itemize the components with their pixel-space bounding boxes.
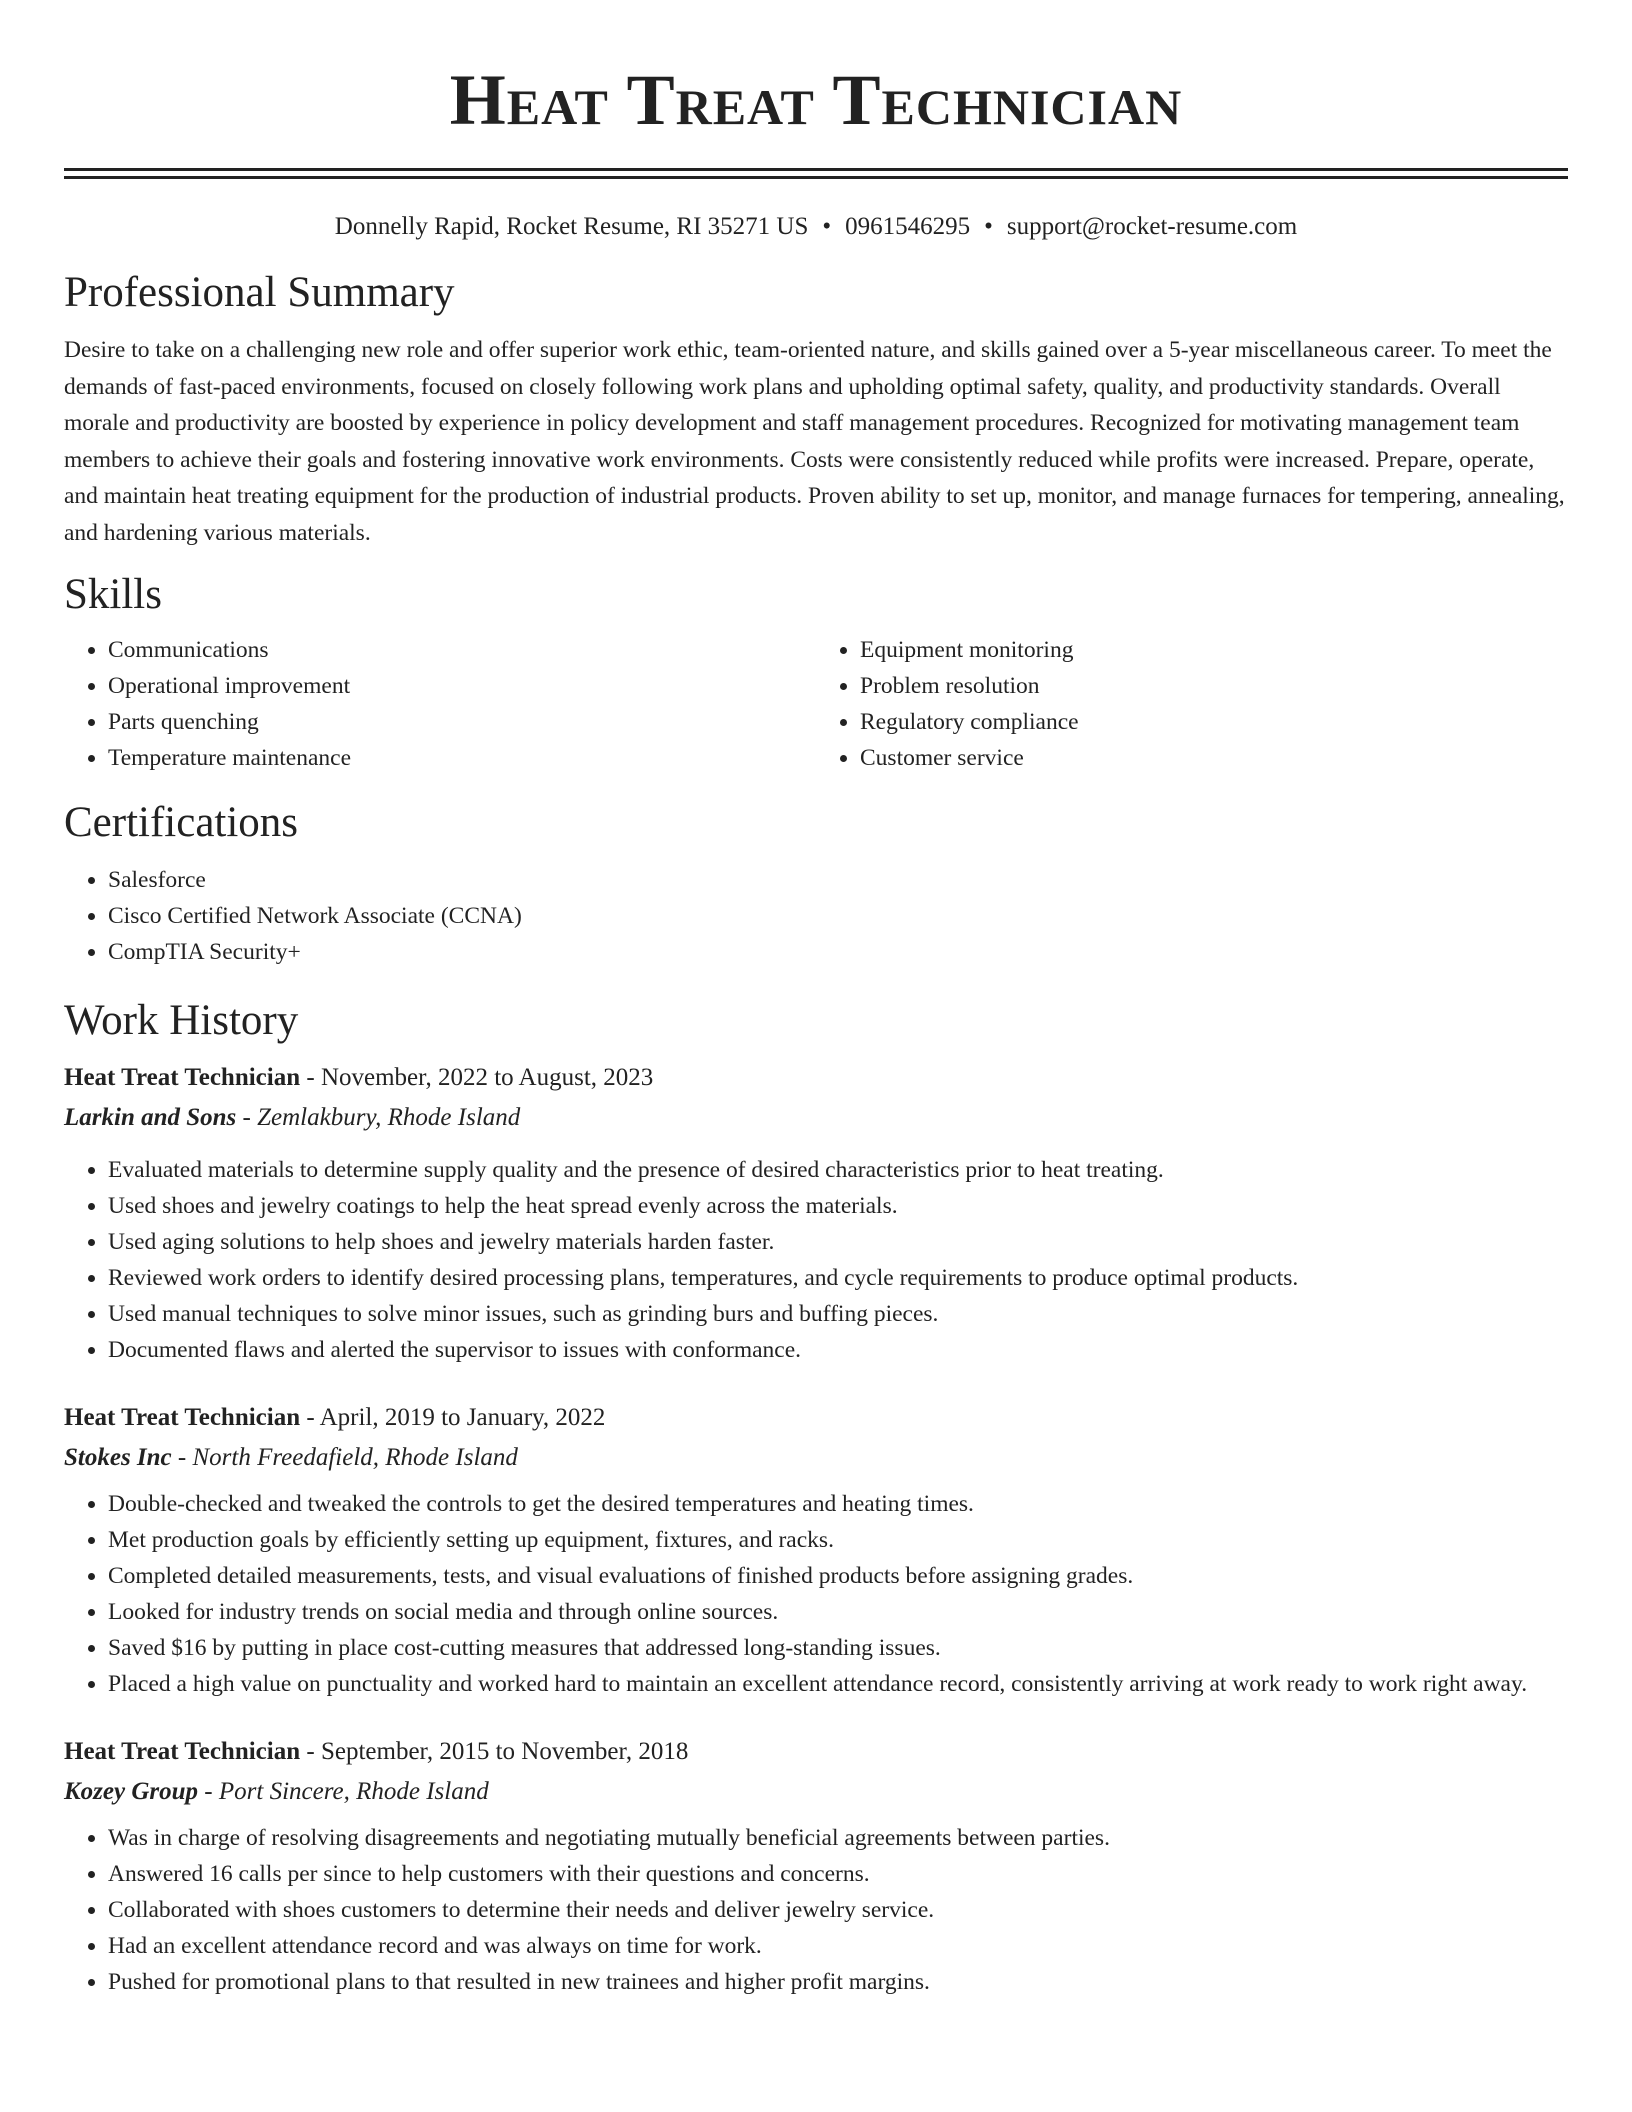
skills-list-left: [64, 632, 816, 776]
job-company: Stokes Inc: [64, 1443, 172, 1471]
job-bullet: • Completed detailed measurements, tests, and visual evaluations of finished products before assigning grades.: [108, 1558, 1568, 1594]
job-title-line: [64, 1398, 1568, 1438]
skill-item: • Equipment monitoring: [860, 632, 1568, 668]
page-title: Heat Treat Technician: [449, 60, 1183, 140]
job-company-line: [64, 1098, 1568, 1138]
job-bullet: • Had an excellent attendance record and was always on time for work.: [108, 1928, 1568, 1964]
title-rule-top: [64, 168, 1568, 171]
job-bullets: [64, 1486, 1568, 1702]
job-bullet: • Placed a high value on punctuality and worked hard to maintain an excellent attendance record, consistently arriving at work ready to work right away.: [108, 1666, 1568, 1702]
job-title: Heat Treat Technician: [64, 1403, 301, 1431]
job-title: Heat Treat Technician: [64, 1063, 301, 1091]
job-company: Kozey Group: [64, 1777, 199, 1805]
certification-item: • Cisco Certified Network Associate (CCNA): [108, 898, 1568, 934]
job-bullet: • Looked for industry trends on social media and through online sources.: [108, 1594, 1568, 1630]
title-rule-bottom: [64, 176, 1568, 179]
skills-heading: Skills: [64, 570, 162, 618]
job-bullet: • Met production goals by efficiently setting up equipment, fixtures, and racks.: [108, 1522, 1568, 1558]
skill-item: • Operational improvement: [108, 668, 816, 704]
certification-item: • Salesforce: [108, 862, 1568, 898]
job-title-line: [64, 1732, 1568, 1772]
job-bullet: • Evaluated materials to determine supply quality and the presence of desired characteristics prior to heat treating.: [108, 1152, 1568, 1188]
job-bullet: • Collaborated with shoes customers to determine their needs and deliver jewelry service.: [108, 1892, 1568, 1928]
contact-email[interactable]: support@rocket-resume.com: [1006, 213, 1298, 240]
job-entry: [64, 1058, 1568, 1368]
job-bullet: • Used shoes and jewelry coatings to help the heat spread evenly across the materials.: [108, 1188, 1568, 1224]
job-dates: - April, 2019 to January, 2022: [306, 1403, 606, 1431]
job-bullet: • Used aging solutions to help shoes and jewelry materials harden faster.: [108, 1224, 1568, 1260]
skill-item: • Customer service: [860, 740, 1568, 776]
job-bullet: • Was in charge of resolving disagreements and negotiating mutually beneficial agreements between parties.: [108, 1820, 1568, 1856]
job-dates: - November, 2022 to August, 2023: [306, 1063, 654, 1091]
job-location: - Zemlakbury, Rhode Island: [242, 1103, 521, 1131]
job-bullets: [64, 1820, 1568, 2000]
job-bullets: [64, 1152, 1568, 1368]
job-bullet: • Documented flaws and alerted the supervisor to issues with conformance.: [108, 1332, 1568, 1368]
contact-address: Donnelly Rapid, Rocket Resume, RI 35271 US: [334, 213, 809, 240]
work-history-heading: Work History: [64, 996, 299, 1044]
resume-page: [64, 0, 1568, 2000]
job-title: Heat Treat Technician: [64, 1737, 301, 1765]
job-bullet: • Double-checked and tweaked the controls to get the desired temperatures and heating times.: [108, 1486, 1568, 1522]
contact-separator: •: [984, 213, 993, 240]
job-location: - North Freedafield, Rhode Island: [177, 1443, 518, 1471]
skill-item: • Temperature maintenance: [108, 740, 816, 776]
job-location: - Port Sincere, Rhode Island: [204, 1777, 489, 1805]
job-bullet: • Used manual techniques to solve minor issues, such as grinding burs and buffing pieces.: [108, 1296, 1568, 1332]
job-bullet: • Reviewed work orders to identify desired processing plans, temperatures, and cycle requirements to produce optimal products.: [108, 1260, 1568, 1296]
job-company-line: [64, 1438, 1568, 1478]
job-entry: [64, 1398, 1568, 1702]
job-bullet: • Saved $16 by putting in place cost-cutting measures that addressed long-standing issues.: [108, 1630, 1568, 1666]
job-title-line: [64, 1058, 1568, 1098]
certifications-list: [64, 862, 1568, 970]
skill-item: • Problem resolution: [860, 668, 1568, 704]
job-dates: - September, 2015 to November, 2018: [306, 1737, 689, 1765]
contact-phone: 0961546295: [845, 213, 971, 240]
job-bullet: • Pushed for promotional plans to that resulted in new trainees and higher profit margins.: [108, 1964, 1568, 2000]
certification-item: • CompTIA Security+: [108, 934, 1568, 970]
skills-columns: [64, 632, 1568, 776]
certifications-heading: Certifications: [64, 798, 299, 846]
job-company: Larkin and Sons: [64, 1103, 237, 1131]
summary-text: Desire to take on a challenging new role and offer superior work ethic, team-oriented nature, and skills gained over a 5-year miscellaneous career. To meet the demands of fast-paced environments, focused on closely following work plans and upholding optimal safety, quality, and productivity standards. Overall morale and productivity are boosted by experience in policy development and staff management procedures. Recognized for motivating management team members to achieve their goals and fostering innovative work environments. Costs were consistently reduced while profits were increased. Prepare, operate, and maintain heat treating equipment for the production of industrial products. Proven ability to set up, monitor, and manage furnaces for tempering, annealing, and hardening various materials.: [64, 337, 1565, 546]
skill-item: • Parts quenching: [108, 704, 816, 740]
skill-item: • Communications: [108, 632, 816, 668]
job-bullet: • Answered 16 calls per since to help customers with their questions and concerns.: [108, 1856, 1568, 1892]
skill-item: • Regulatory compliance: [860, 704, 1568, 740]
contact-separator: •: [822, 213, 832, 240]
skills-list-right: [816, 632, 1568, 776]
contact-line: [64, 212, 1568, 242]
job-company-line: [64, 1772, 1568, 1812]
job-entry: [64, 1732, 1568, 2000]
summary-heading: Professional Summary: [64, 269, 455, 316]
